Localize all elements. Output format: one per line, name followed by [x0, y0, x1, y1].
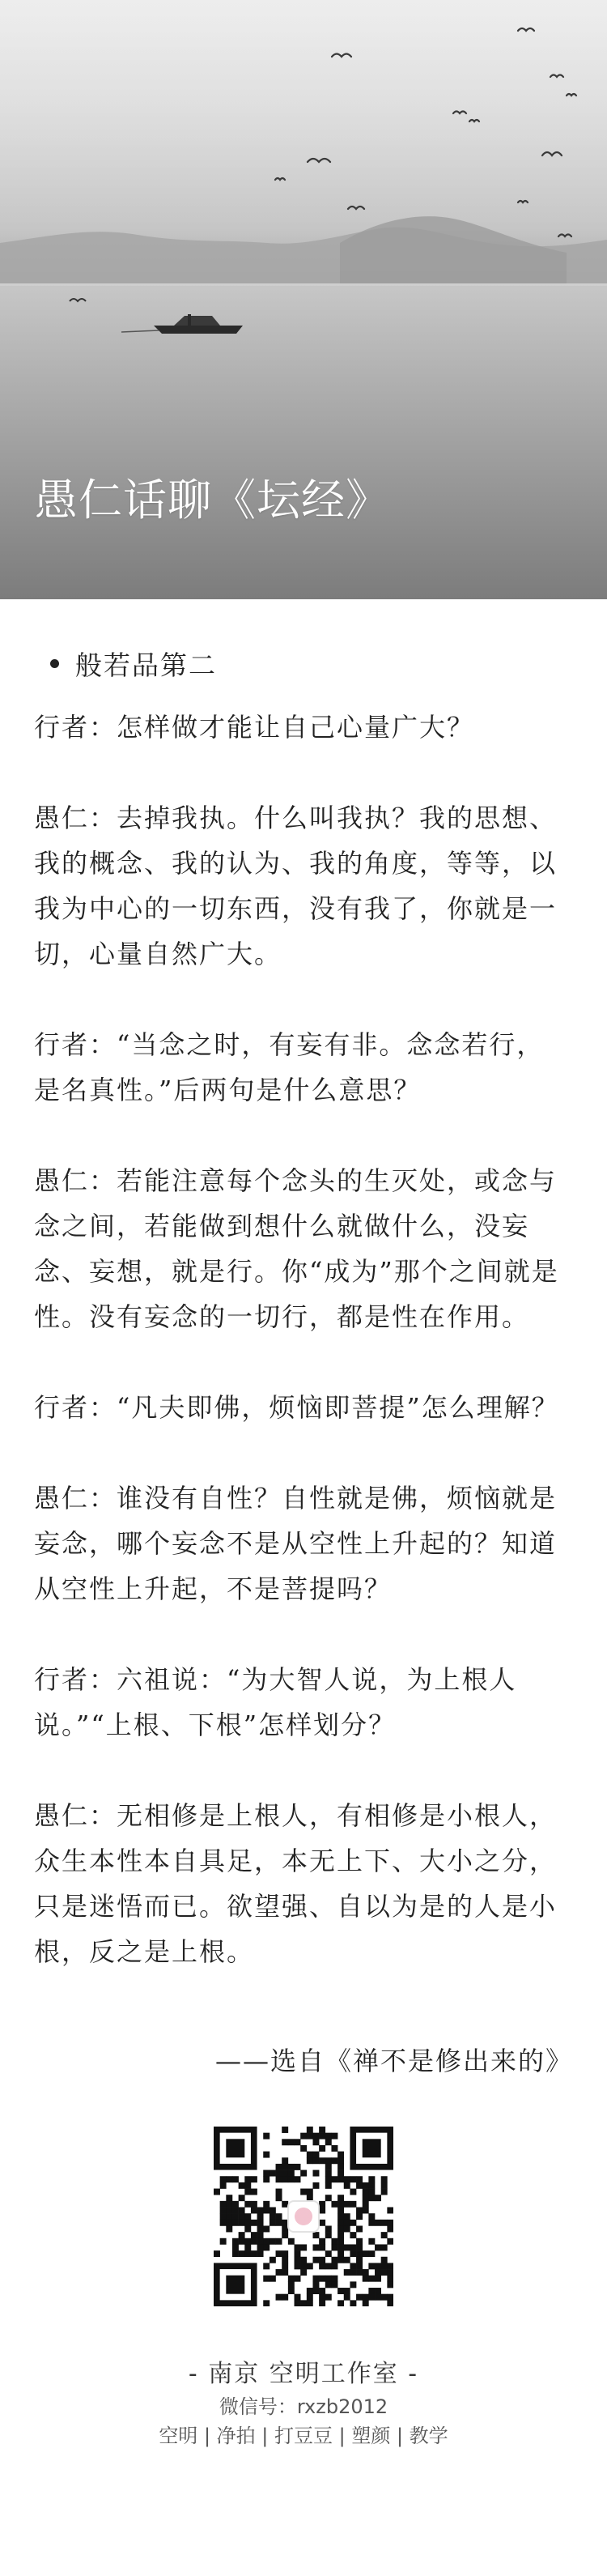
- qr-logo-icon: [287, 2200, 320, 2233]
- section-title: 般若品第二: [75, 649, 217, 681]
- source-citation: ——选自《禅不是修出来的》: [214, 2046, 573, 2076]
- dialogue-paragraph: 行者：“当念之时，有妄有非。念念若行，是名真性。”后两句是什么意思？: [34, 1029, 545, 1105]
- section-heading: [50, 645, 217, 683]
- dialogue-paragraph: 愚仁：若能注意每个念头的生灭处，或念与念之间，若能做到想什么就做什么，没妄念、妄想，就是行。你“成为”那个之间就是性。没有妄念的一切行，都是性在作用。: [34, 1165, 559, 1332]
- article-body: [34, 705, 568, 2020]
- hero-banner: [0, 0, 607, 599]
- studio-name: - 南京 空明工作室 -: [188, 2360, 419, 2388]
- wechat-id: 微信号：rxzb2012: [219, 2395, 388, 2418]
- dialogue-paragraph: 愚仁：谁没有自性？自性就是佛，烦恼就是妄念，哪个妄念不是从空性上升起的？知道从空性上升起，不是菩提吗？: [34, 1483, 558, 1604]
- hero-title: 愚仁话聊《坛经》: [34, 475, 390, 526]
- dialogue-paragraph: 愚仁：去掉我执。什么叫我执？我的思想、我的概念、我的认为、我的角度，等等，以我为中心的一切东西，没有我了，你就是一切，心量自然广大。: [34, 803, 558, 969]
- qr-code-icon[interactable]: [214, 2127, 393, 2306]
- dialogue-paragraph: 行者：六祖说：“为大智人说，为上根人说。”“上根、下根”怎样划分？: [34, 1664, 517, 1740]
- dialogue-paragraph: 行者：“凡夫即佛，烦恼即菩提”怎么理解？: [34, 1392, 559, 1423]
- dialogue-paragraph: 愚仁：无相修是上根人，有相修是小根人，众生本性本自具足，本无上下、大小之分，只是迷悟而已。欲望强、自以为是的人是小根，反之是上根。: [34, 1800, 558, 1967]
- bullet-icon: [50, 659, 59, 668]
- dialogue-paragraph: 行者：怎样做才能让自己心量广大？: [34, 712, 475, 743]
- service-tags: 空明 | 净拍 | 打豆豆 | 塑颜 | 教学: [159, 2425, 448, 2447]
